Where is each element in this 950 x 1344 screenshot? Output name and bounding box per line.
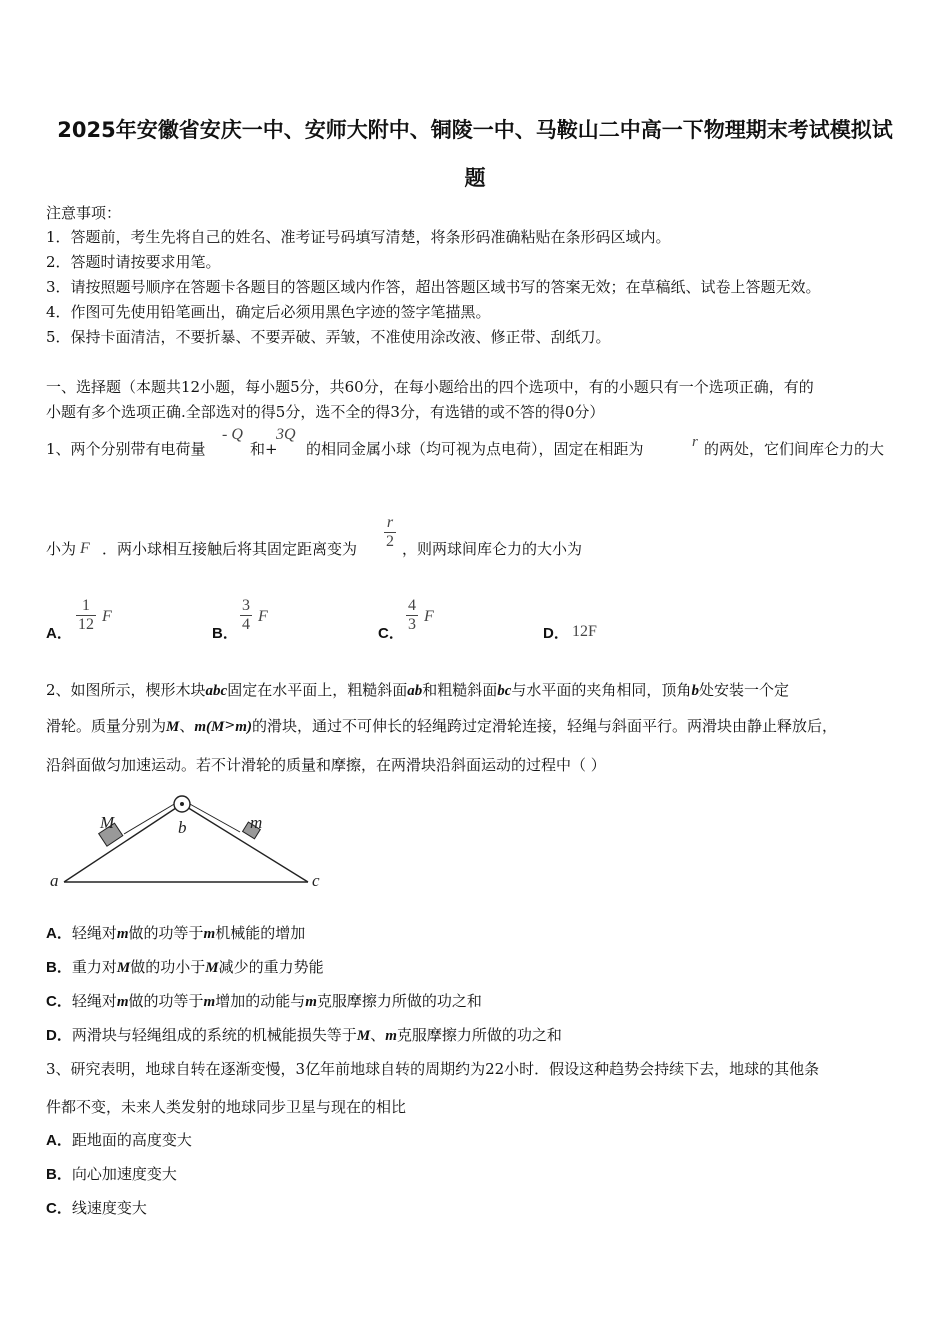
q1-charge-2: 3Q (276, 426, 296, 443)
q2-option-a-label: A． (46, 925, 72, 942)
q1-option-a-num: 1 (76, 597, 96, 616)
q1-option-c[interactable] (378, 622, 404, 643)
q2-option-a-t2: 做的功等于 (128, 924, 204, 942)
q1-var-F: F (80, 540, 90, 557)
q2-var-M: M (166, 719, 180, 735)
q2-option-a-v2: m (203, 926, 216, 942)
q2-option-d-t2: 、 (370, 1026, 386, 1044)
q1-option-b-value (240, 597, 252, 634)
q1-var-r: r (692, 434, 698, 450)
q1-option-b-den: 4 (242, 616, 250, 633)
q2-line1-b: 固定在水平面上，粗糙斜面 (227, 681, 408, 699)
q2-option-d-label: D． (46, 1027, 72, 1044)
q2-option-c[interactable] (46, 992, 482, 1011)
q2-line3: 沿斜面做匀加速运动。若不计滑轮的质量和摩擦，在两滑块沿斜面运动的过程中（ ） (46, 756, 606, 774)
q2-line1-a: 2、如图所示，楔形木块 (46, 681, 206, 699)
page-title: 2025年安徽省安庆一中、安师大附中、铜陵一中、马鞍山二中高一下物理期末考试模拟试 (57, 118, 893, 142)
q2-option-b-t1: 重力对 (71, 958, 117, 976)
q2-option-b-label: B． (46, 959, 72, 976)
q3-option-a-text: 距地面的高度变大 (71, 1131, 192, 1149)
q2-option-c-v1: m (116, 994, 129, 1010)
q2-option-a-t1: 轻绳对 (71, 924, 117, 942)
q3-option-b-text: 向心加速度变大 (71, 1165, 177, 1183)
q2-option-b[interactable] (46, 958, 324, 977)
q2-label-b: b (178, 818, 187, 837)
section-intro-line2: 小题有多个选项正确.全部选对的得5分，选不全的得3分，有选错的或不答的得0分） (46, 403, 605, 421)
q3-option-a[interactable] (46, 1131, 192, 1150)
q2-wedge-figure (44, 792, 334, 894)
q2-line2-c: m) (235, 719, 252, 735)
q1-option-c-value (406, 597, 418, 634)
q2-option-d-v1: M (356, 1028, 371, 1044)
q1-option-a-var: F (102, 608, 112, 625)
q1-option-a-label: A． (46, 625, 72, 642)
q2-line2-d: 的滑块，通过不可伸长的轻绳跨过定滑轮连接，轻绳与斜面平行。两滑块由静止释放后， (251, 717, 837, 735)
q2-var-m: m (194, 719, 207, 735)
q2-incline-ab (64, 804, 182, 882)
q1-text-part7: ，则两球间库仑力的大小为 (402, 540, 583, 558)
q1-fraction-den: 2 (386, 533, 394, 550)
q2-option-b-t3: 减少的重力势能 (218, 958, 324, 976)
q1-option-c-num: 4 (408, 597, 416, 614)
q2-option-c-v2: m (203, 994, 216, 1010)
q2-line2-b: (M (206, 719, 225, 735)
q1-option-b-label: B． (212, 625, 238, 642)
q2-incline-bc (182, 804, 308, 882)
q3-option-c-text: 线速度变大 (71, 1199, 147, 1217)
q2-option-c-t1: 轻绳对 (71, 992, 117, 1010)
page-title-continued: 题 (464, 166, 486, 190)
q1-charge-1: - Q (222, 426, 243, 443)
q2-line1-e: 处安装一个定 (698, 681, 789, 699)
q1-fraction-r-over-2 (384, 514, 396, 551)
q2-var-abc: abc (205, 683, 228, 699)
q1-option-d-label: D． (543, 625, 569, 642)
q2-var-bc: bc (497, 683, 512, 699)
q2-option-b-v1: M (116, 960, 131, 976)
q3-option-b[interactable] (46, 1165, 177, 1184)
q2-option-a[interactable] (46, 924, 305, 943)
notice-item-4: 4．作图可先使用铅笔画出，确定后必须用黑色字迹的签字笔描黑。 (46, 303, 491, 321)
notice-item-3: 3．请按照题号顺序在答题卡各题目的答题区域内作答，超出答题区域书写的答案无效；在草稿纸、试卷上答题无效。 (46, 278, 821, 296)
q1-option-a[interactable] (46, 622, 72, 643)
notice-heading: 注意事项： (46, 204, 122, 222)
q2-option-b-t2: 做的功小于 (130, 958, 206, 976)
q2-var-ab: ab (407, 683, 423, 699)
q2-option-a-t3: 机械能的增加 (215, 924, 306, 942)
q1-option-a-den: 12 (78, 616, 94, 633)
q3-line2: 件都不变，未来人类发射的地球同步卫星与现在的相比 (46, 1098, 407, 1116)
q2-line1 (46, 681, 789, 700)
q1-option-c-den: 3 (408, 616, 416, 633)
q1-option-d-value: 12F (572, 623, 597, 640)
q1-text-part3: 的相同金属小球（均可视为点电荷），固定在相距为 (306, 440, 644, 458)
q1-fraction-num: r (384, 514, 396, 533)
q2-option-d[interactable] (46, 1026, 562, 1045)
q2-rope-left (124, 803, 176, 834)
notice-item-1: 1．答题前，考生先将自己的姓名、准考证号码填写清楚，将条形码准确粘贴在条形码区域内。 (46, 228, 671, 246)
q2-option-d-v2: m (385, 1028, 397, 1044)
q2-line1-d: 与水平面的夹角相同，顶角 (511, 681, 692, 699)
q2-label-c: c (312, 871, 320, 890)
q2-line2-a: 滑轮。质量分别为 (46, 717, 167, 735)
q3-line1: 3、研究表明，地球自转在逐渐变慢，3亿年前地球自转的周期约为22小时．假设这种趋势会持续下去，地球的其他条 (46, 1060, 820, 1078)
q2-option-c-t2: 做的功等于 (128, 992, 204, 1010)
q2-option-d-t1: 两滑块与轻绳组成的系统的机械能损失等于 (71, 1026, 357, 1044)
q2-line1-c: 和粗糙斜面 (422, 681, 498, 699)
q1-option-b[interactable] (212, 622, 238, 643)
q1-option-b-var: F (258, 608, 268, 625)
q2-label-a: a (50, 871, 59, 890)
q1-option-c-var: F (424, 608, 434, 625)
q2-pulley-axle (180, 802, 184, 806)
q2-option-b-v2: M (205, 960, 219, 976)
q2-rope-right (188, 803, 240, 832)
q2-var-b: b (691, 683, 699, 699)
q1-text-part4: 的两处，它们间库仑力的大 (704, 440, 885, 458)
q1-option-d[interactable] (543, 622, 569, 643)
q1-text-part1: 1、两个分别带有电荷量 (46, 440, 206, 458)
q2-option-c-t4: 克服摩擦力所做的功之和 (316, 992, 482, 1010)
q3-option-a-label: A． (46, 1132, 72, 1149)
q1-text-part2: 和+ (250, 440, 278, 458)
q1-option-b-num: 3 (242, 597, 250, 614)
q2-option-d-t3: 克服摩擦力所做的功之和 (396, 1026, 562, 1044)
q1-option-a-value (76, 597, 96, 634)
q2-option-c-t3: 增加的动能与 (215, 992, 306, 1010)
q2-sep: 、 (179, 717, 195, 735)
q2-greater-than: > (224, 718, 236, 733)
q3-option-c[interactable] (46, 1199, 147, 1218)
q3-option-b-label: B． (46, 1166, 72, 1183)
q3-option-c-label: C． (46, 1200, 72, 1217)
notice-item-2: 2．答题时请按要求用笔。 (46, 253, 221, 271)
q2-label-M: M (100, 813, 115, 832)
q2-line2 (46, 717, 837, 736)
section-intro-line1: 一、选择题（本题共12小题，每小题5分，共60分，在每小题给出的四个选项中，有的小题只有一个选项正确，有的 (46, 378, 814, 396)
q2-option-a-v1: m (116, 926, 129, 942)
q1-option-c-label: C． (378, 625, 404, 642)
q1-text-part5: 小为 (46, 540, 77, 558)
q2-option-c-v3: m (305, 994, 317, 1010)
notice-item-5: 5．保持卡面清洁，不要折暴、不要弄破、弄皱，不准使用涂改液、修正带、刮纸刀。 (46, 328, 611, 346)
q2-option-c-label: C． (46, 993, 72, 1010)
q1-text-part6: ．两小球相互接触后将其固定距离变为 (102, 540, 358, 558)
q2-label-m: m (250, 813, 263, 832)
